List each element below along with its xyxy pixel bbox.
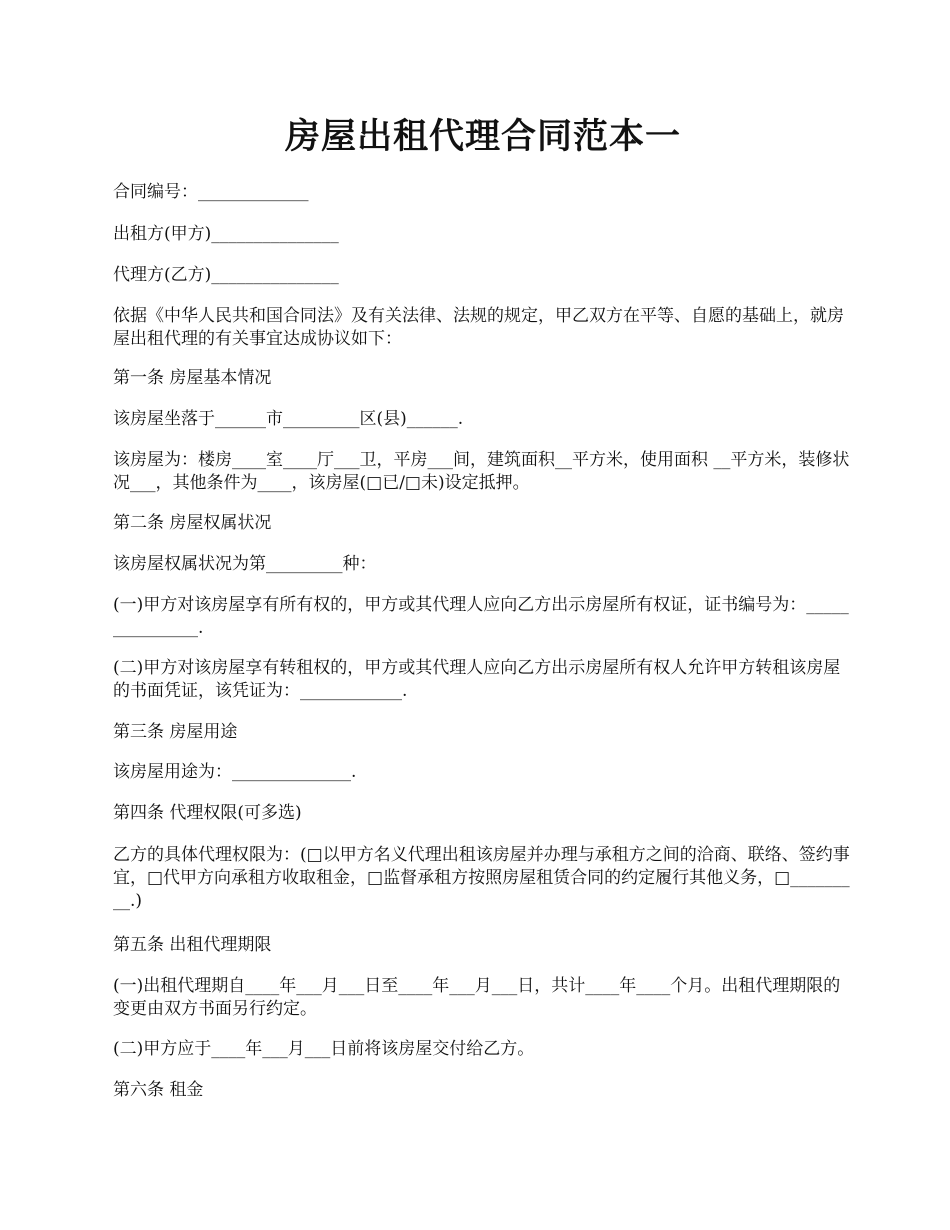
- ownership-clause-2: (二)甲方对该房屋享有转租权的，甲方或其代理人应向乙方出示房屋所有权人允许甲方转租该房屋的书面凭证，该凭证为：____________.: [113, 658, 841, 701]
- article-5-heading: 第五条 出租代理期限: [113, 935, 272, 955]
- lessor-line: 出租方(甲方)_______________: [113, 224, 339, 244]
- article-1-heading: 第一条 房屋基本情况: [113, 368, 272, 388]
- ownership-type-line: 该房屋权属状况为第_________种：: [113, 554, 377, 574]
- article-3-heading: 第三条 房屋用途: [113, 722, 238, 742]
- article-2-heading: 第二条 房屋权属状况: [113, 513, 272, 533]
- property-location-line: 该房屋坐落于______市_________区(县)______.: [113, 409, 464, 429]
- agency-scope-paragraph: 乙方的具体代理权限为：(□以甲方名义代理出租该房屋并办理与承租方之间的洽商、联络、签约事宜，□代甲方向承租方收取租金，□监督承租方按照房屋租赁合同的约定履行其他义务，□_________.): [113, 845, 850, 911]
- agency-period-clause-2: (二)甲方应于____年___月___日前将该房屋交付给乙方。: [113, 1039, 535, 1059]
- ownership-clause-1: (一)甲方对该房屋享有所有权的，甲方或其代理人应向乙方出示房屋所有权证，证书编号为：_______________.: [113, 595, 849, 638]
- agency-period-clause-1: (一)出租代理期自____年___月___日至____年___月___日，共计____年____个月。出租代理期限的变更由双方书面另行约定。: [113, 976, 841, 1019]
- preamble-paragraph: 依据《中华人民共和国合同法》及有关法律、法规的规定，甲乙双方在平等、自愿的基础上，就房屋出租代理的有关事宜达成协议如下：: [113, 306, 844, 349]
- contract-number-line: 合同编号：_____________: [113, 182, 309, 202]
- document-title: 房屋出租代理合同范本一: [284, 116, 681, 157]
- article-6-heading: 第六条 租金: [113, 1080, 204, 1100]
- property-details-paragraph: 该房屋为：楼房____室____厅___卫，平房___间，建筑面积__平方米，使用面积 __平方米，装修状况___，其他条件为____，该房屋(□已/□未)设定抵押。: [113, 450, 850, 493]
- agent-line: 代理方(乙方)_______________: [113, 265, 339, 285]
- property-use-line: 该房屋用途为：______________.: [113, 762, 357, 782]
- article-4-heading: 第四条 代理权限(可多选): [113, 803, 302, 823]
